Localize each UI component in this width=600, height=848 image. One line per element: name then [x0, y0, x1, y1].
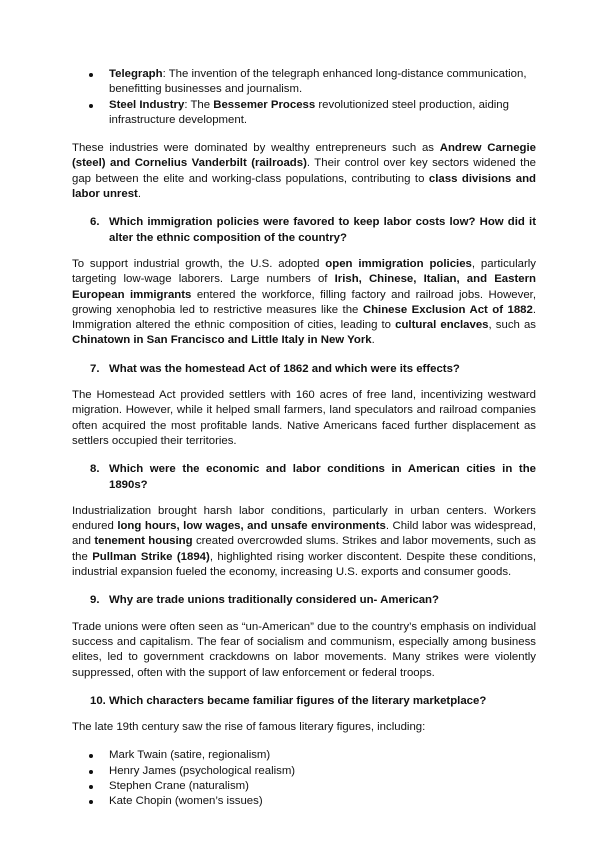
text-run: . Immigration altered the ethnic composition of cities, leading to: [72, 303, 537, 332]
question-10: [72, 694, 536, 709]
bold-text: Chinatown in San Francisco and Little Italy in New York: [72, 334, 372, 347]
bold-text: Telegraph: [109, 68, 163, 80]
bold-text: Andrew Carnegie (steel) and Cornelius Vanderbilt (railroads): [72, 142, 536, 170]
text-run: The late 19th century saw the rise of famous literary figures, including:: [72, 721, 426, 734]
answer-10-intro: [72, 720, 536, 735]
text-run: To support industrial growth, the U.S. adopted: [72, 257, 326, 270]
question-7: [72, 362, 536, 377]
bold-text: long hours, low wages, and unsafe environments: [117, 520, 386, 533]
bullet-steel-industry: [109, 98, 536, 129]
question-text: Which were the economic and labor conditions in American cities in the 1890s?: [109, 463, 536, 491]
answer-7-paragraph: [72, 388, 536, 449]
literary-figures-list: [72, 748, 536, 809]
question-text: Which immigration policies were favored to keep labor costs low? How did it alter the ethnic composition of the country?: [109, 216, 536, 244]
text-run: These industries were dominated by wealthy entrepreneurs such as: [72, 142, 440, 155]
text-run: .: [371, 334, 375, 347]
text-run: , particularly targeting low-wage laborers. Large numbers of: [72, 257, 536, 286]
bold-text: tenement housing: [94, 535, 193, 548]
question-text: Which characters became familiar figures of the literary marketplace?: [109, 694, 487, 707]
question-text: What was the homestead Act of 1862 and which were its effects?: [109, 362, 460, 375]
text-run: . Their control over key sectors widened the gap between the elite and working-class populations, contributing to: [72, 157, 536, 185]
answer-8-paragraph: [72, 504, 536, 580]
text-run: . Child labor was widespread, and: [72, 520, 536, 548]
question-6: [72, 215, 536, 246]
bold-text: cultural enclaves: [395, 319, 489, 332]
list-item: Mark Twain (satire, regionalism): [109, 748, 536, 763]
question-8: [72, 462, 536, 493]
industries-paragraph: [72, 141, 536, 202]
text-run: Industrialization brought harsh labor conditions, particularly in urban centers. Workers endured: [72, 504, 536, 533]
bold-text: open immigration policies: [325, 257, 472, 270]
bold-text: class divisions and labor unrest: [72, 172, 536, 201]
text-run: : The invention of the telegraph enhanced long-distance communication, benefitting businesses and journalism.: [109, 68, 527, 96]
question-number: 7.: [90, 362, 100, 375]
question-number: 6.: [90, 216, 100, 229]
text-run: , such as: [488, 319, 536, 332]
bold-text: Steel Industry: [109, 98, 185, 111]
bold-text: Irish, Chinese, Italian, and Eastern European immigrants: [72, 273, 536, 301]
question-number: 10.: [90, 694, 106, 707]
bullet-telegraph: [109, 67, 536, 98]
text-run: created overcrowded slums. Strikes and labor movements, such as the: [72, 535, 536, 563]
question-number: 8.: [90, 463, 100, 476]
text-run: entered the workforce, filling factory and railroad jobs. However, growing xenophobia led to restrictive measures like the: [72, 288, 536, 316]
answer-9-paragraph: [72, 620, 536, 681]
text-run: , highlighted rising worker discontent. Despite these conditions, industrial expansion fueled the economy, increasing U.S. exports and consumer goods.: [72, 550, 536, 579]
text-run: The Homestead Act provided settlers with 160 acres of free land, incentivizing westward migration. However, while it helped small farmers, land speculators and railroad companies often acquired the most profitable lands. Native Americans faced further displacement as settlers occupied their territories.: [72, 389, 536, 447]
text-run: .: [137, 188, 141, 201]
answer-6-paragraph: [72, 257, 536, 349]
document-page: [72, 67, 536, 810]
question-text: Why are trade unions traditionally considered un- American?: [109, 594, 439, 607]
industry-bullet-list: [72, 67, 536, 128]
text-run: : The: [184, 98, 214, 111]
text-run: revolutionized steel production, aiding infrastructure development.: [109, 98, 509, 126]
list-item: Kate Chopin (women’s issues): [109, 794, 536, 809]
list-item: Henry James (psychological realism): [109, 764, 536, 779]
question-number: 9.: [90, 594, 100, 607]
bold-text: Pullman Strike (1894): [92, 550, 210, 563]
bold-text: Chinese Exclusion Act of 1882: [362, 303, 533, 316]
bold-text: Bessemer Process: [213, 98, 316, 111]
question-9: [72, 593, 536, 608]
list-item: Stephen Crane (naturalism): [109, 779, 536, 794]
text-run: Trade unions were often seen as “un-American” due to the country’s emphasis on individual success and capitalism. The fear of socialism and communism, especially among business elites, led to government crackdowns on labor movements. Many strikes were violently suppressed, often with the support of law enforcement or federal troops.: [72, 620, 536, 679]
